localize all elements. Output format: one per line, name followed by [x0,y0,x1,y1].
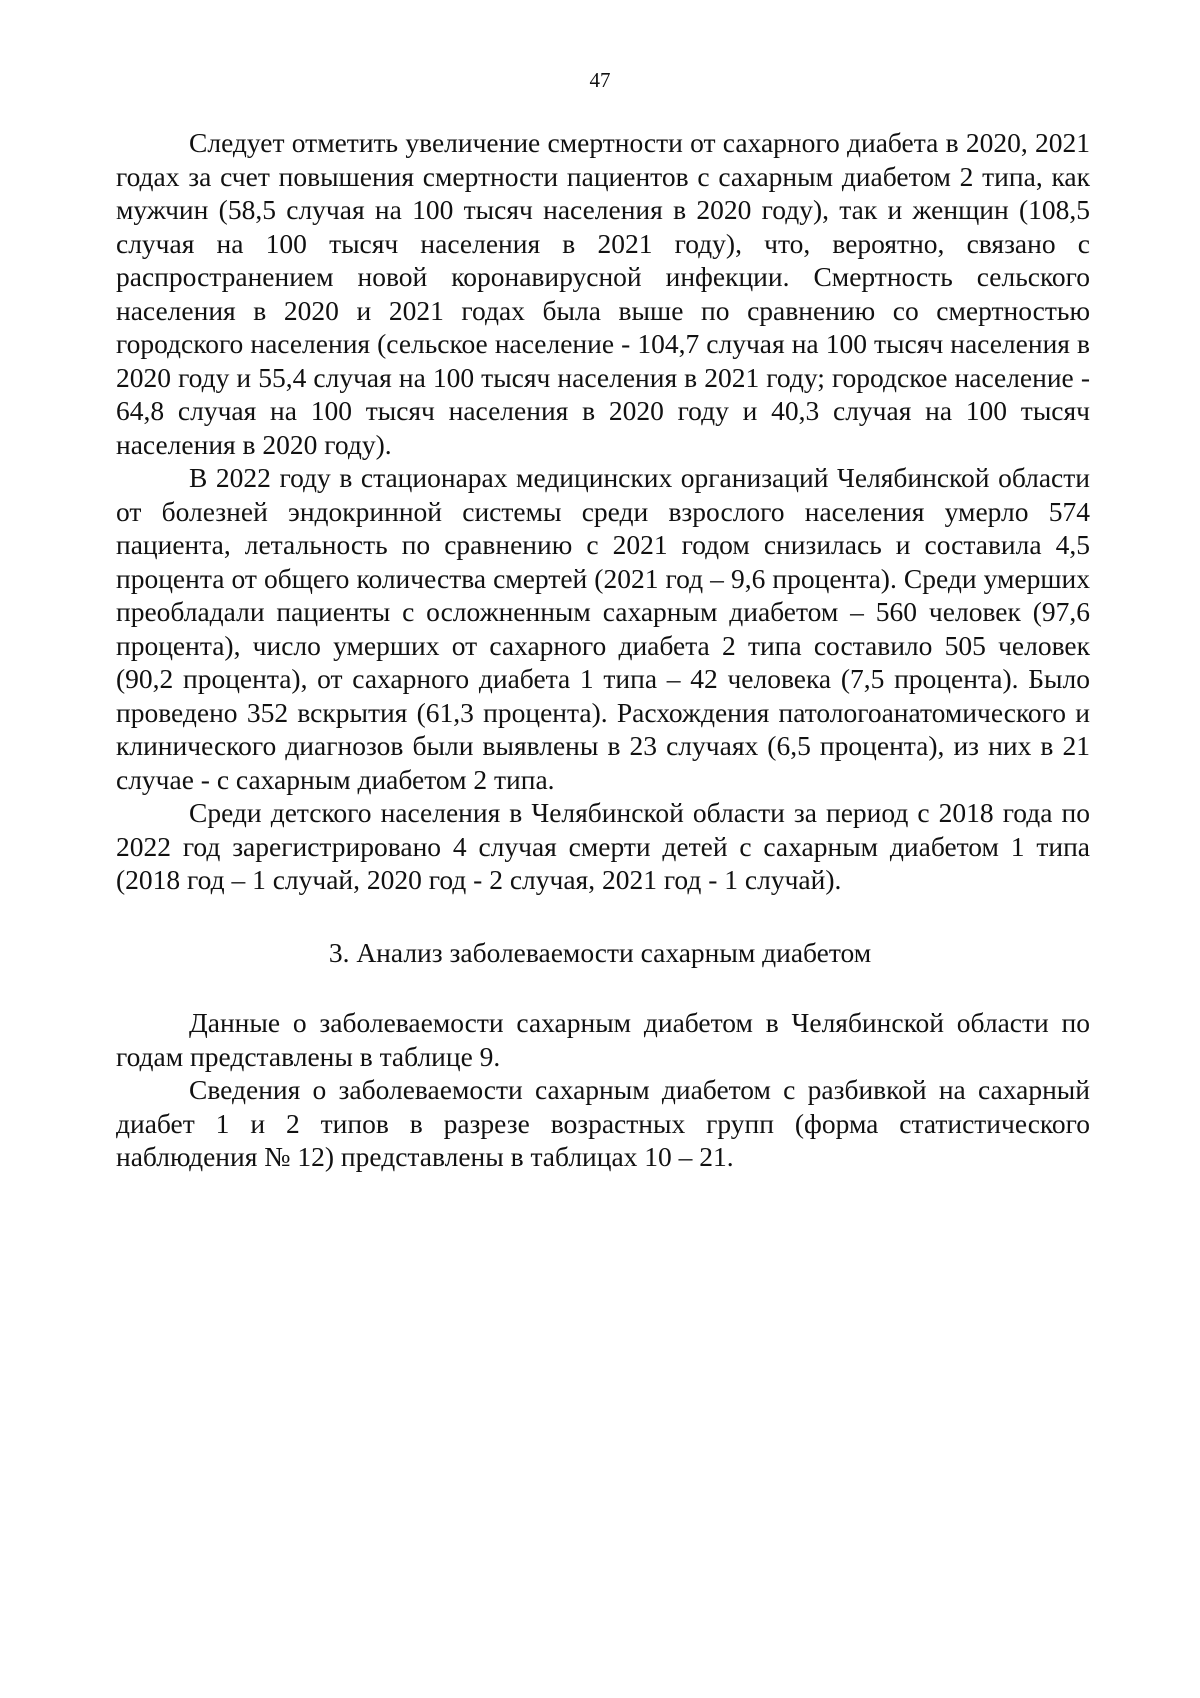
paragraph-incidence-details: Сведения о заболеваемости сахарным диабетом с разбивкой на сахарный диабет 1 и 2 типов в разрезе возрастных групп (форма статистического наблюдения № 12) представлены в таблицах 10 – 21. [116,1074,1090,1172]
text-block-incidence [116,1006,1090,1174]
paragraph-hospital-deaths: В 2022 году в стационарах медицинских организаций Челябинской области от болезней эндокринной системы среди взрослого населения умерло 574 пациента, летальность по сравнению с 2021 годом снизилась и составила 4,5 процента от общего количества смертей (2021 год – 9,6 процента). Среди умерших преобладали пациенты с осложненным сахарным диабетом – 560 человек (97,6 процента), число умерших от сахарного диабета 2 типа составило 505 человек (90,2 процента), от сахарного диабета 1 типа – 42 человека (7,5 процента). Было проведено 352 вскрытия (61,3 процента). Расхождения патологоанатомического и клинического диагнозов были выявлены в 23 случаях (6,5 процента), из них в 21 случае - с сахарным диабетом 2 типа. [116,462,1090,795]
text-block-mortality [116,126,1090,897]
page-number: 47 [589,68,611,92]
paragraph-child-deaths: Среди детского населения в Челябинской области за период с 2018 года по 2022 год зарегистрировано 4 случая смерти детей с сахарным диабетом 1 типа (2018 год – 1 случай, 2020 год - 2 случая, 2021 год - 1 случай). [116,797,1090,895]
paragraph-mortality-growth: Следует отметить увеличение смертности от сахарного диабета в 2020, 2021 годах за счет повышения смертности пациентов с сахарным диабетом 2 типа, как мужчин (58,5 случая на 100 тысяч населения в 2020 году), так и женщин (108,5 случая на 100 тысяч населения в 2021 году), что, вероятно, связано с распространением новой коронавирусной инфекции. Смертность сельского населения в 2020 и 2021 годах была выше по сравнению со смертностью городского населения (сельское население - 104,7 случая на 100 тысяч населения в 2020 году и 55,4 случая на 100 тысяч населения в 2021 году; городское население - 64,8 случая на 100 тысяч населения в 2020 году и 40,3 случая на 100 тысяч населения в 2020 году). [116,127,1090,460]
paragraph-incidence-table-ref: Данные о заболеваемости сахарным диабетом в Челябинской области по годам представлены в таблице 9. [116,1007,1090,1072]
section-heading: 3. Анализ заболеваемости сахарным диабетом [328,937,872,968]
